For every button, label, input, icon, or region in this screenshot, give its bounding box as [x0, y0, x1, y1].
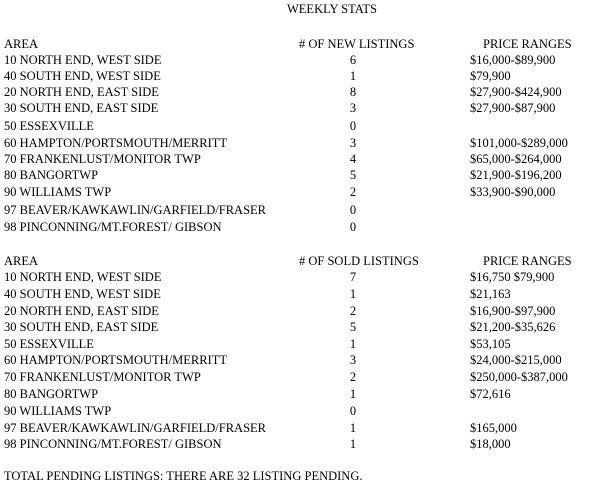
count-cell: 3 — [349, 136, 357, 150]
count-cell: 1 — [349, 421, 357, 435]
count-cell: 0 — [349, 220, 357, 234]
price-cell: $33,900-$90,000 — [470, 185, 556, 199]
count-cell: 0 — [349, 203, 357, 217]
count-cell: 7 — [349, 270, 357, 284]
price-cell: $21,900-$196,200 — [470, 168, 562, 182]
price-cell: $165,000 — [470, 421, 517, 435]
area-cell: 90 WILLIAMS TWP — [4, 185, 112, 199]
area-cell: 98 PINCONNING/MT.FOREST/ GIBSON — [4, 220, 222, 234]
count-cell: 5 — [349, 320, 357, 334]
price-cell: $65,000-$264,000 — [470, 152, 562, 166]
count-cell: 2 — [349, 304, 357, 318]
count-cell: 1 — [349, 437, 357, 451]
count-cell: 1 — [349, 387, 357, 401]
area-cell: 30 SOUTH END, EAST SIDE — [4, 101, 159, 115]
area-cell: 30 SOUTH END, EAST SIDE — [4, 320, 159, 334]
area-cell: 60 HAMPTON/PORTSMOUTH/MERRITT — [4, 353, 227, 367]
price-cell: $16,000-$89,900 — [470, 53, 556, 67]
price-cell: $18,000 — [470, 437, 511, 451]
price-cell: $101,000-$289,000 — [470, 136, 568, 150]
count-cell: 3 — [349, 353, 357, 367]
price-cell: $16,750 $79,900 — [470, 270, 555, 284]
price-cell: $72,616 — [470, 387, 511, 401]
count-cell: 5 — [349, 168, 357, 182]
count-cell: 2 — [349, 185, 357, 199]
area-cell: 70 FRANKENLUST/MONITOR TWP — [4, 370, 201, 384]
price-cell: $24,000-$215,000 — [470, 353, 562, 367]
area-cell: 40 SOUTH END, WEST SIDE — [4, 69, 161, 83]
sold-header-area: AREA — [4, 254, 39, 268]
area-cell: 40 SOUTH END, WEST SIDE — [4, 287, 161, 301]
sold-header-count: # OF SOLD LISTINGS — [299, 254, 419, 268]
price-cell: $27,900-$424,900 — [470, 85, 562, 99]
page-title: WEEKLY STATS — [287, 2, 377, 16]
count-cell: 8 — [349, 85, 357, 99]
price-cell: $79,900 — [470, 69, 511, 83]
price-cell: $21,200-$35,626 — [470, 320, 556, 334]
area-cell: 70 FRANKENLUST/MONITOR TWP — [4, 152, 201, 166]
area-cell: 10 NORTH END, WEST SIDE — [4, 53, 162, 67]
count-cell: 0 — [349, 404, 357, 418]
price-cell: $21,163 — [470, 287, 511, 301]
area-cell: 50 ESSEXVILLE — [4, 337, 94, 351]
price-cell: $27,900-$87,900 — [470, 101, 556, 115]
area-cell: 20 NORTH END, EAST SIDE — [4, 85, 159, 99]
area-cell: 97 BEAVER/KAWKAWLIN/GARFIELD/FRASER — [4, 421, 267, 435]
price-cell: $53,105 — [470, 337, 511, 351]
area-cell: 80 BANGORTWP — [4, 168, 99, 182]
new-header-price: PRICE RANGES — [483, 37, 572, 51]
new-header-area: AREA — [4, 37, 39, 51]
area-cell: 97 BEAVER/KAWKAWLIN/GARFIELD/FRASER — [4, 203, 267, 217]
area-cell: 10 NORTH END, WEST SIDE — [4, 270, 162, 284]
price-cell: $16,900-$97,900 — [470, 304, 556, 318]
new-header-count: # OF NEW LISTINGS — [299, 37, 415, 51]
count-cell: 4 — [349, 152, 357, 166]
area-cell: 60 HAMPTON/PORTSMOUTH/MERRITT — [4, 136, 227, 150]
area-cell: 20 NORTH END, EAST SIDE — [4, 304, 159, 318]
count-cell: 0 — [349, 119, 357, 133]
area-cell: 98 PINCONNING/MT.FOREST/ GIBSON — [4, 437, 222, 451]
count-cell: 6 — [349, 53, 357, 67]
count-cell: 1 — [349, 69, 357, 83]
price-cell: $250,000-$387,000 — [470, 370, 568, 384]
count-cell: 3 — [349, 101, 357, 115]
pending-listings-note: TOTAL PENDING LISTINGS: THERE ARE 32 LISTING PENDING. — [4, 469, 363, 483]
count-cell: 1 — [349, 287, 357, 301]
count-cell: 2 — [349, 370, 357, 384]
area-cell: 50 ESSEXVILLE — [4, 119, 94, 133]
sold-header-price: PRICE RANGES — [483, 254, 572, 268]
count-cell: 1 — [349, 337, 357, 351]
area-cell: 80 BANGORTWP — [4, 387, 99, 401]
area-cell: 90 WILLIAMS TWP — [4, 404, 112, 418]
